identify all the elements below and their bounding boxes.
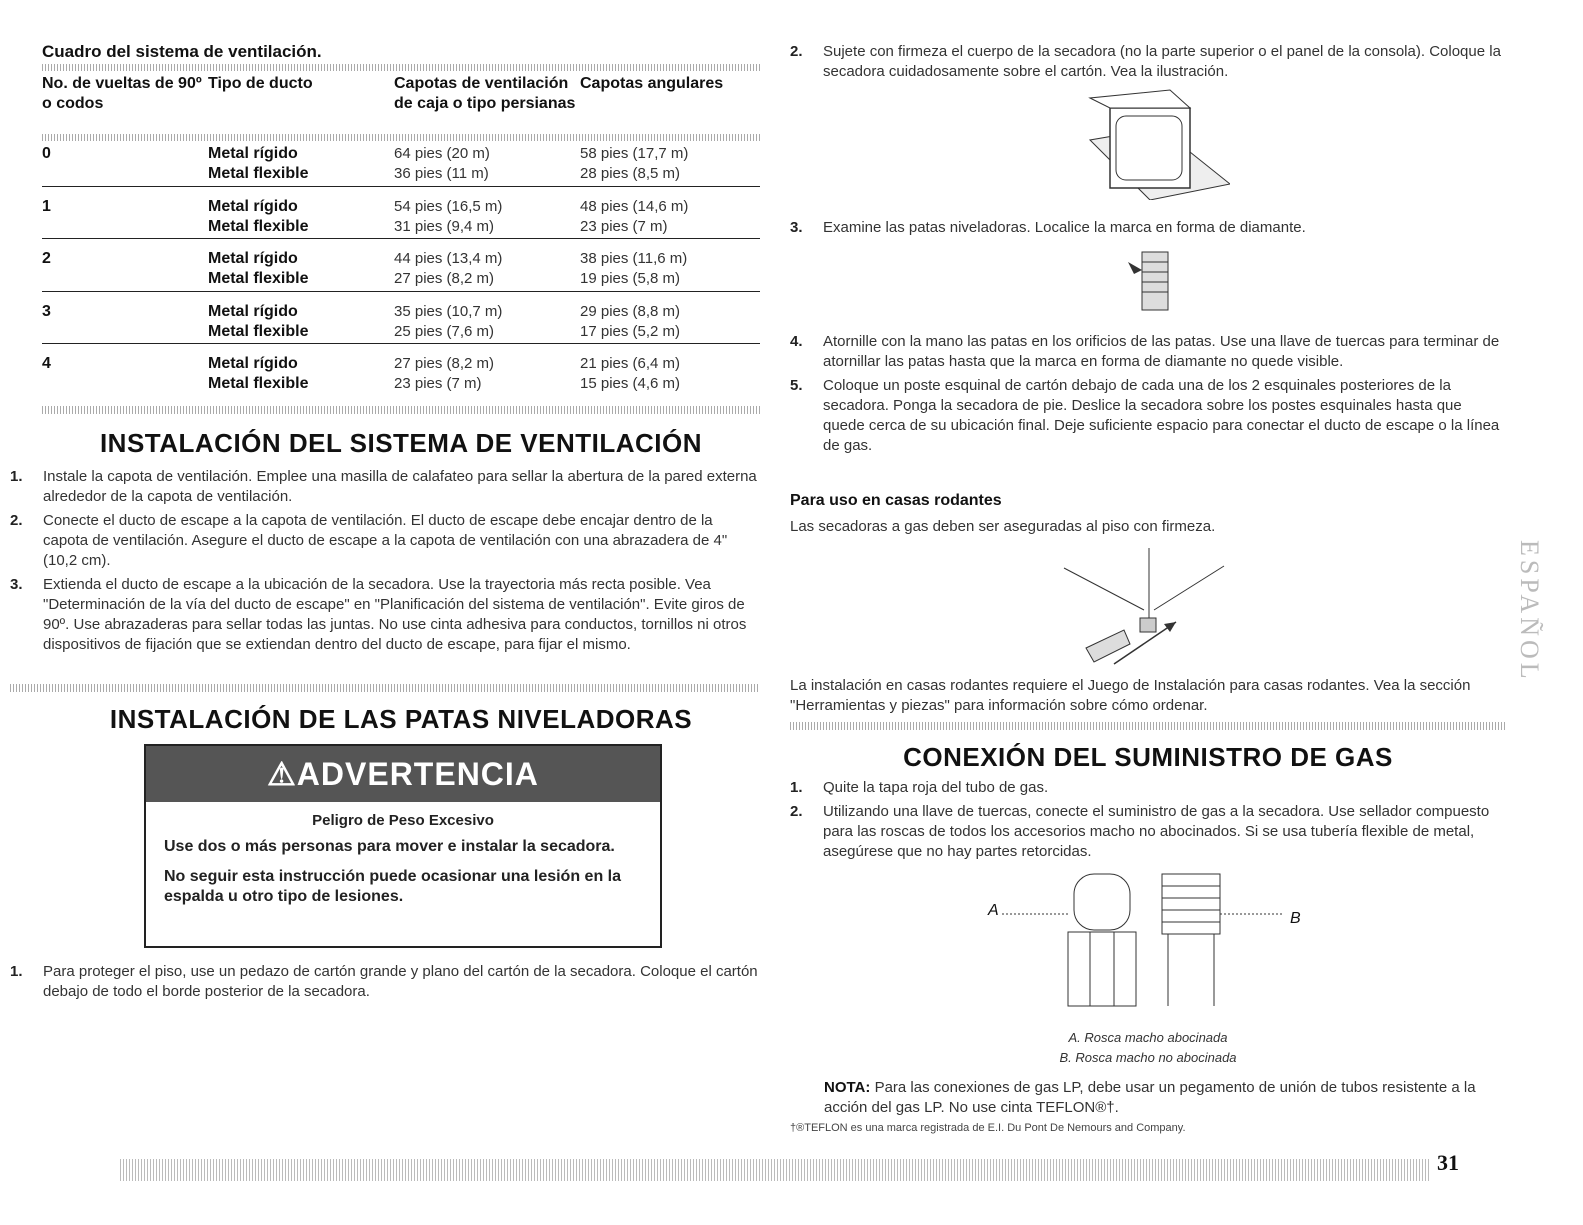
step-text: Extienda el ducto de escape a la ubicación de la secadora. Use la trayectoria más recta posible. Vea "Determinación de la vía del ducto de escape" en "Planificación del sistema de ventilación". Evite giros de 90º. Use abrazaderas para sellar todas las juntas. No use cinta adhesiva para conductos, tornillos ni otros dispositivos de fijación que se extiendan dentro del ducto de escape, para fijar el mismo. [43, 576, 747, 653]
table-row [42, 354, 760, 396]
cell-ang-flex: 17 pies (5,2 m) [580, 322, 681, 340]
warning-line-1: Use dos o más personas para mover e instalar la secadora. [164, 838, 615, 855]
step-text: Sujete con firmeza el cuerpo de la secadora (no la parte superior o el panel de la consola). Coloque la secadora cuidadosamente sobre el cartón. Vea la ilustración. [823, 43, 1501, 80]
cell-box-flex: 31 pies (9,4 m) [394, 217, 495, 235]
cell-box-hood [394, 302, 580, 344]
caption-b: B. Rosca macho no abocinada [1059, 1050, 1237, 1065]
mobile-home-title: Para uso en casas rodantes [790, 492, 1002, 509]
divider [10, 684, 760, 692]
vent-section-title: INSTALACIÓN DEL SISTEMA DE VENTILACIÓN [99, 428, 703, 458]
footnote: †®TEFLON es una marca registrada de E.I. Du Pont De Nemours and Company. [790, 1122, 1186, 1134]
cell-box-rigid: 27 pies (8,2 m) [394, 355, 495, 372]
page-number: 31 [1437, 1150, 1459, 1175]
warning-title: ADVERTENCIA [296, 756, 539, 792]
row-separator [42, 291, 760, 302]
table-title: Cuadro del sistema de ventilación. [42, 42, 322, 61]
step-number: 2. [10, 512, 23, 529]
gas-fittings-illustration [982, 866, 1312, 1016]
step-number: 1. [10, 468, 23, 485]
list-item [790, 218, 1506, 238]
list-item [790, 802, 1506, 862]
nota-label: NOTA: [824, 1079, 871, 1096]
cell-turns: 4 [42, 355, 51, 372]
step-text: Conecte el ducto de escape a la capota de ventilación. El ducto de escape debe encajar dentro de la capota de ventilación. Asegure el ducto de escape a la capota de ventilación con una abrazadera de 4" (10,2 cm). [43, 512, 728, 569]
header-duct: Tipo de ducto [208, 75, 313, 92]
header-turns: No. de vueltas de 90º o codos [42, 75, 202, 112]
step-number: 3. [10, 576, 23, 593]
dryer-on-carton-illustration [1080, 88, 1230, 200]
step-number: 2. [790, 43, 803, 60]
label-a: A [988, 902, 999, 919]
vent-steps [10, 467, 760, 659]
page-footer-bar [120, 1159, 1430, 1181]
step-number: 1. [10, 963, 23, 980]
cell-flex: Metal flexible [208, 270, 309, 287]
list-item [790, 332, 1506, 372]
step-number: 4. [790, 333, 803, 350]
cell-angled-hood [580, 249, 760, 291]
cell-flex: Metal flexible [208, 322, 309, 340]
cell-rigid: Metal rígido [208, 302, 298, 320]
right-steps-c [790, 332, 1506, 460]
row-separator [42, 186, 760, 197]
step-text: Instale la capota de ventilación. Emplee una masilla de calafateo para sellar la abertura de la pared externa alrededor de la capota de ventilación. [43, 468, 757, 505]
table-header-row [42, 74, 760, 114]
warning-subtitle: Peligro de Peso Excesivo [312, 812, 494, 829]
warning-header [146, 746, 660, 802]
right-steps-b [790, 218, 1506, 242]
cell-ang-rigid: 29 pies (8,8 m) [580, 302, 681, 320]
cell-turns: 2 [42, 250, 51, 267]
cell-rigid: Metal rígido [208, 145, 298, 162]
cell-box-hood [394, 249, 580, 291]
list-item [790, 42, 1506, 82]
step-text: Quite la tapa roja del tubo de gas. [823, 779, 1049, 796]
table-row [42, 302, 760, 344]
divider [42, 64, 760, 71]
cell-angled-hood [580, 144, 760, 186]
cell-rigid: Metal rígido [208, 250, 298, 267]
legs-section-title: INSTALACIÓN DE LAS PATAS NIVELADORAS [109, 704, 693, 734]
step-text: Utilizando una llave de tuercas, conecte el suministro de gas a la secadora. Use sellador compuesto para las roscas de todos los accesorios macho no abocinados. Si se usa tubería flexible de metal, asegúrese que no hay partes retorcidas. [823, 803, 1490, 860]
cell-duct-type [208, 249, 394, 291]
vent-table [42, 74, 760, 114]
mobile-home-bracket-illustration [1054, 548, 1234, 670]
header-angled-hood: Capotas angulares [580, 75, 724, 92]
cell-rigid: Metal rígido [208, 197, 298, 215]
cell-angled-hood [580, 302, 760, 344]
row-separator [42, 239, 760, 250]
mobile-home-text-1: Las secadoras a gas deben ser aseguradas al piso con firmeza. [790, 518, 1216, 535]
step-number: 3. [790, 219, 803, 236]
nota-paragraph [824, 1078, 1504, 1118]
mobile-home-text-2: La instalación en casas rodantes requiere el Juego de Instalación para casas rodantes. Vea la sección "Herramientas y piezas" para información sobre cómo ordenar. [790, 677, 1471, 714]
cell-ang-rigid: 38 pies (11,6 m) [580, 250, 688, 267]
cell-box-rigid: 44 pies (13,4 m) [394, 250, 503, 267]
cell-ang-rigid: 21 pies (6,4 m) [580, 355, 681, 372]
cell-duct-type [208, 144, 394, 186]
list-item [10, 511, 760, 571]
leveling-leg-illustration [1128, 248, 1178, 316]
step-text: Coloque un poste esquinal de cartón debajo de cada una de los 2 esquinales posteriores de la secadora. Ponga la secadora de pie. Deslice la secadora sobre los postes esquinales hasta que quede cerca de su ubicación final. Deje suficiente espacio para conectar el ducto de escape o la línea de gas. [823, 377, 1500, 454]
cell-flex: Metal flexible [208, 375, 309, 392]
side-language-tab: ESPAÑOL [1515, 540, 1544, 683]
warning-line-2: No seguir esta instrucción puede ocasionar una lesión en la espalda u otro tipo de lesiones. [164, 868, 622, 905]
table-row [42, 249, 760, 291]
cell-box-flex: 25 pies (7,6 m) [394, 322, 495, 340]
header-box-hood: Capotas de ventilación de caja o tipo persianas [394, 75, 576, 112]
cell-angled-hood [580, 197, 760, 239]
list-item [10, 575, 760, 655]
cell-duct-type [208, 197, 394, 239]
cell-box-hood [394, 144, 580, 186]
warning-body [146, 802, 660, 917]
cell-duct-type [208, 302, 394, 344]
table-row [42, 144, 760, 186]
cell-ang-flex: 28 pies (8,5 m) [580, 165, 681, 182]
table-body [42, 144, 760, 396]
label-b: B [1290, 910, 1301, 927]
list-item [790, 376, 1506, 456]
list-item [10, 962, 760, 1002]
legs-steps [10, 962, 760, 1006]
cell-ang-flex: 15 pies (4,6 m) [580, 375, 681, 392]
nota-text: Para las conexiones de gas LP, debe usar un pegamento de unión de tubos resistente a la acción del gas LP. No use cinta TEFLON®†. [824, 1079, 1476, 1116]
cell-box-hood [394, 354, 580, 396]
step-number: 2. [790, 803, 803, 820]
right-steps-a [790, 42, 1506, 86]
step-text: Para proteger el piso, use un pedazo de cartón grande y plano del cartón de la secadora. Coloque el cartón debajo de todo el borde posterior de la secadora. [43, 963, 758, 1000]
cell-box-hood [394, 197, 580, 239]
warning-icon: ⚠ [267, 756, 297, 792]
cell-angled-hood [580, 354, 760, 396]
cell-box-rigid: 35 pies (10,7 m) [394, 302, 503, 320]
cell-ang-flex: 23 pies (7 m) [580, 217, 668, 235]
cell-duct-type [208, 354, 394, 396]
divider [790, 722, 1506, 730]
cell-flex: Metal flexible [208, 165, 309, 182]
row-separator [42, 344, 760, 355]
list-item [790, 778, 1506, 798]
divider [42, 406, 760, 414]
step-number: 1. [790, 779, 803, 796]
gas-steps [790, 778, 1506, 866]
warning-box [144, 744, 662, 948]
cell-ang-rigid: 48 pies (14,6 m) [580, 197, 689, 215]
gas-section-title: CONEXIÓN DEL SUMINISTRO DE GAS [903, 742, 1393, 772]
cell-turns: 3 [42, 302, 51, 320]
cell-turns: 1 [42, 197, 51, 215]
step-text: Atornille con la mano las patas en los orificios de las patas. Use una llave de tuercas para terminar de atornillar las patas hasta que la marca en forma de diamante no quede visible. [823, 333, 1500, 370]
cell-turns: 0 [42, 145, 51, 162]
step-number: 5. [790, 377, 803, 394]
table-row [42, 197, 760, 239]
cell-ang-flex: 19 pies (5,8 m) [580, 270, 681, 287]
cell-box-flex: 27 pies (8,2 m) [394, 270, 495, 287]
cell-ang-rigid: 58 pies (17,7 m) [580, 145, 689, 162]
cell-box-rigid: 64 pies (20 m) [394, 145, 490, 162]
caption-a: A. Rosca macho abocinada [1068, 1030, 1228, 1045]
cell-box-flex: 23 pies (7 m) [394, 375, 482, 392]
cell-box-flex: 36 pies (11 m) [394, 165, 489, 182]
vent-table-body [42, 144, 760, 396]
list-item [10, 467, 760, 507]
cell-box-rigid: 54 pies (16,5 m) [394, 197, 503, 215]
cell-rigid: Metal rígido [208, 355, 298, 372]
divider [42, 134, 760, 141]
cell-flex: Metal flexible [208, 217, 309, 235]
step-text: Examine las patas niveladoras. Localice la marca en forma de diamante. [823, 219, 1306, 236]
